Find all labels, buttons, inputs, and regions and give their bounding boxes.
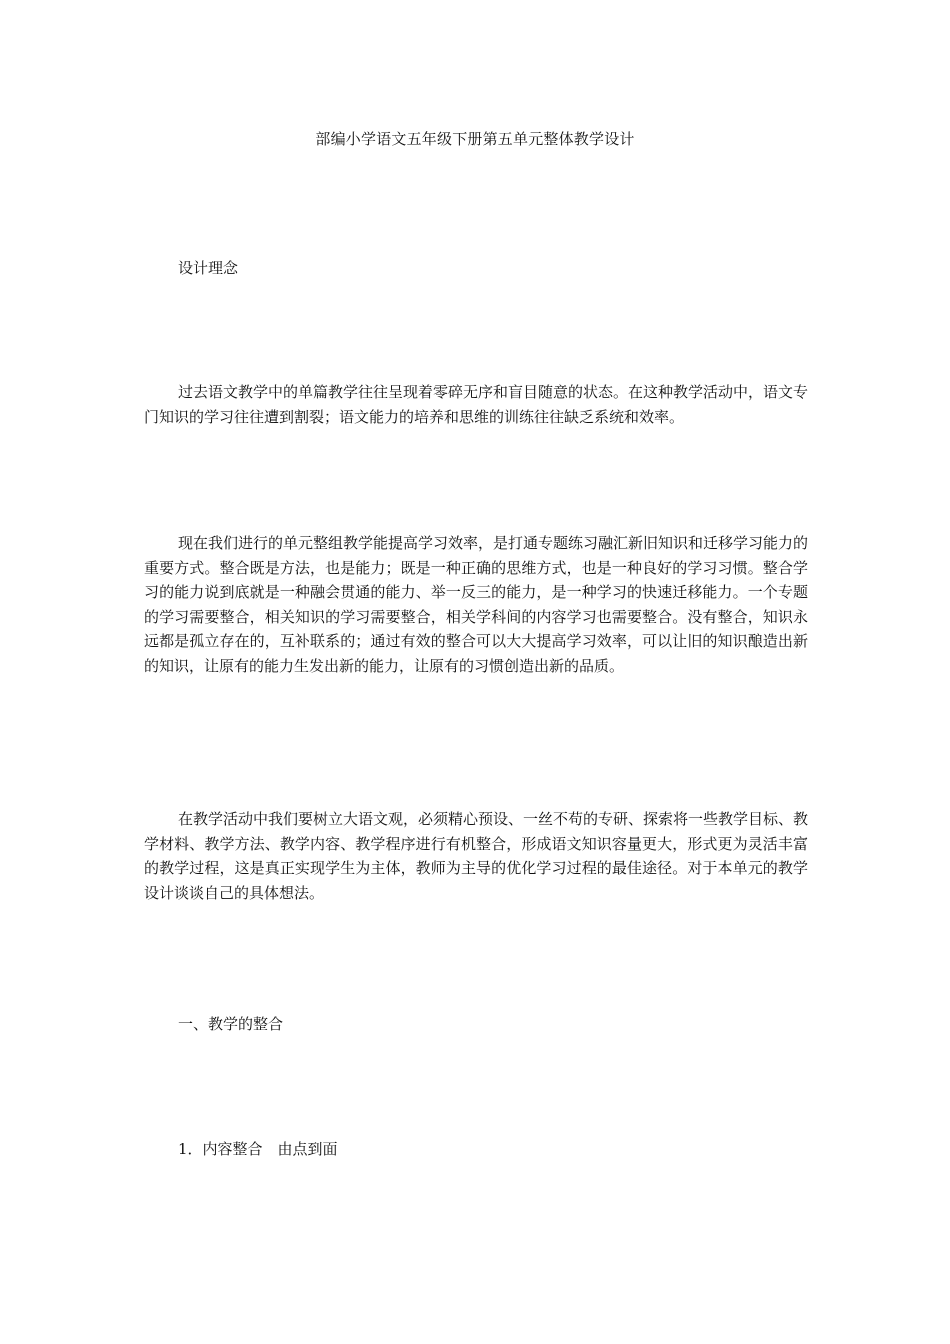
paragraph-3: 在教学活动中我们要树立大语文观，必须精心预设、一丝不苟的专研、探索将一些教学目标、教学材料、教学方法、教学内容、教学程序进行有机整合，形成语文知识容量更大，形式更为灵活丰富的教学过程，这是真正实现学生为主体，教师为主导的优化学习过程的最佳途径。对于本单元的教学设计谈谈自己的具体想法。 xyxy=(144,810,809,902)
subsection-heading-content-integration: 1．内容整合 由点到面 xyxy=(178,1140,338,1158)
paragraph-2: 现在我们进行的单元整组教学能提高学习效率，是打通专题练习融汇新旧知识和迁移学习能力的重要方式。整合既是方法，也是能力；既是一种正确的思维方式，也是一种良好的学习习惯。整合学习的能力说到底就是一种融会贯通的能力、举一反三的能力，是一种学习的快速迁移能力。一个专题的学习需要整合，相关知识的学习需要整合，相关学科间的内容学习也需要整合。没有整合，知识永远都是孤立存在的，互补联系的；通过有效的整合可以大大提高学习效率，可以让旧的知识酿造出新的知识，让原有的能力生发出新的能力，让原有的习惯创造出新的品质。 xyxy=(144,534,809,675)
section-heading-design-concept: 设计理念 xyxy=(178,259,239,277)
section-heading-teaching-integration: 一、教学的整合 xyxy=(178,1015,284,1033)
paragraph-1: 过去语文教学中的单篇教学往往呈现着零碎无序和盲目随意的状态。在这种教学活动中，语文专门知识的学习往往遭到割裂；语文能力的培养和思维的训练往往缺乏系统和效率。 xyxy=(144,383,809,426)
document-title: 部编小学语文五年级下册第五单元整体教学设计 xyxy=(315,130,635,148)
